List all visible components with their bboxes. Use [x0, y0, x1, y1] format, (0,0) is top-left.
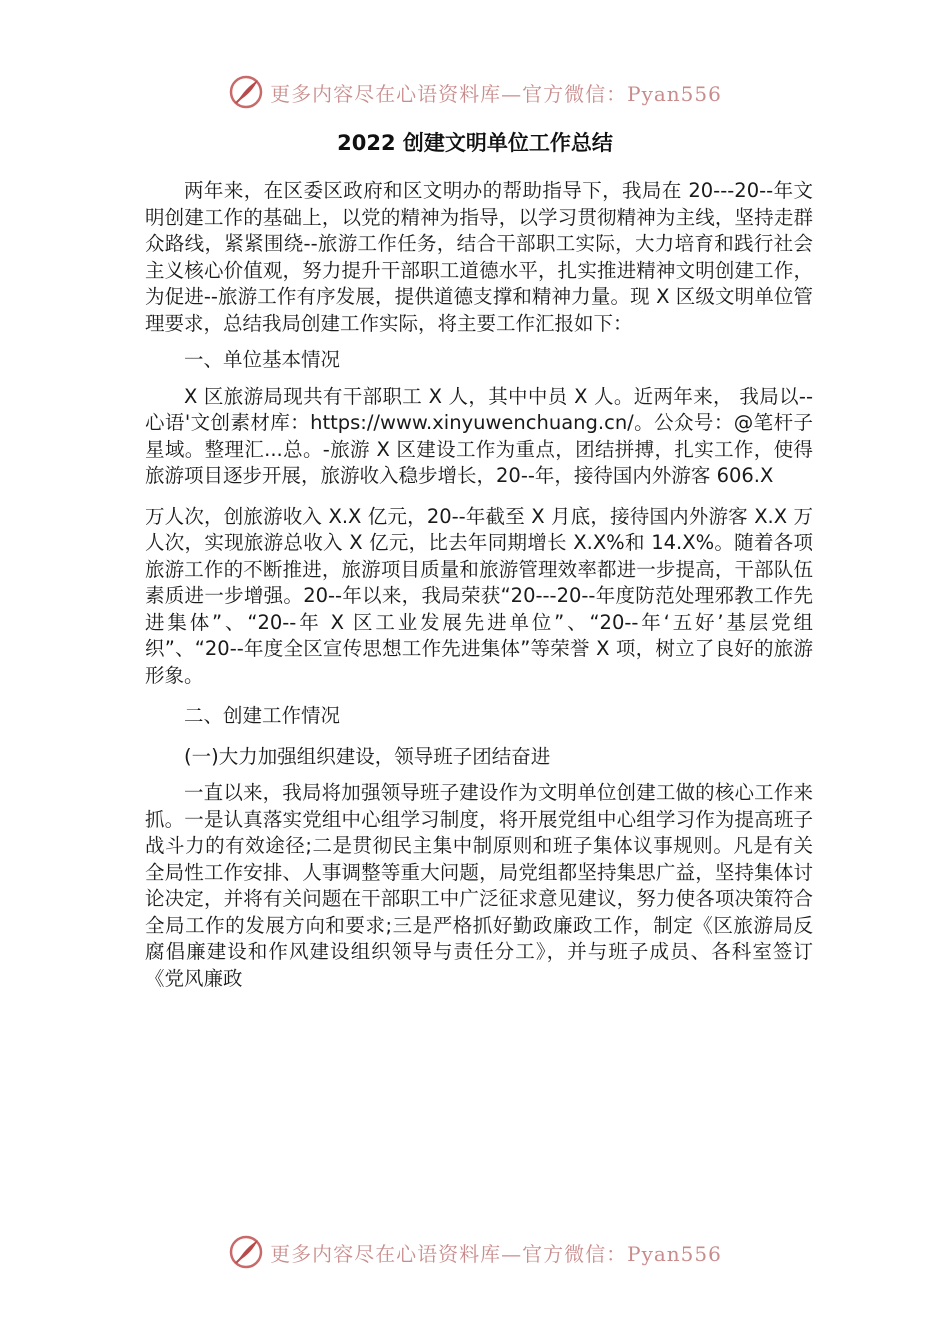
section-heading-2: 二、创建工作情况 — [184, 704, 341, 727]
feather-pen-circle-icon — [228, 1234, 264, 1270]
watermark-text: 更多内容尽在心语资料库—官方微信：Pyan556 — [270, 1241, 722, 1266]
watermark-text: 更多内容尽在心语资料库—官方微信：Pyan556 — [270, 81, 722, 106]
header-watermark-banner — [0, 72, 950, 112]
paragraph-basic-info: X 区旅游局现共有干部职工 X 人，其中中员 X 人。近两年来， 我局以--心语'文创素材库：https://www.xinyuwenchuang.cn/。公众号：@笔杆子星域。整理汇...总。-旅游 X 区建设工作为重点，团结拼搏，扎实工作，使得旅游项目逐步开展，旅游收入稳步增长，20--年，接待国内外游客 606.X — [145, 384, 813, 487]
document-body — [145, 178, 813, 992]
paragraph-intro: 两年来，在区委区政府和区文明办的帮助指导下，我局在 20---20--年文明创建工作的基础上，以党的精神为指导，以学习贯彻精神为主线，坚持走群众路线，紧紧围绕--旅游工作任务，结合干部职工实际，大力培育和践行社会主义核心价值观，努力提升干部职工道德水平，扎实推进精神文明创建工作，为促进--旅游工作有序发展，提供道德支撑和精神力量。现 X 区级文明单位管理要求，总结我局创建工作实际，将主要工作汇报如下： — [145, 179, 813, 335]
subsection-heading-1: (一)大力加强组织建设，领导班子团结奋进 — [184, 744, 551, 768]
footer-watermark-banner — [0, 1232, 950, 1272]
feather-pen-circle-icon — [228, 74, 264, 110]
paragraph-organization: 一直以来，我局将加强领导班子建设作为文明单位创建工做的核心工作来抓。一是认真落实党组中心组学习制度，将开展党组中心组学习作为提高班子战斗力的有效途径;二是贯彻民主集中制原则和班子集体议事规则。凡是有关全局性工作安排、人事调整等重大问题，局党组都坚持集思广益，坚持集体讨论决定，并将有关问题在干部职工中广泛征求意见建议，努力使各项决策符合全局工作的发展方向和要求;三是严格抓好勤政廉政工作，制定《区旅游局反腐倡廉建设和作风建设组织领导与责任分工》，并与班子成员、各科室签订《党风廉政 — [145, 781, 813, 990]
document-title: 2022 创建文明单位工作总结 — [337, 131, 613, 155]
paragraph-basic-info-continued: 万人次，创旅游收入 X.X 亿元，20--年截至 X 月底，接待国内外游客 X.X 万人次，实现旅游总收入 X 亿元，比去年同期增长 X.X%和 14.X%。随着各项旅游工作的不断推进，旅游项目质量和旅游管理效率都进一步提高，干部队伍素质进一步增强。20--年以来，我局荣获“20---20--年度防范处理邪教工作先进集体”、“20--年 X 区工业发展先进单位”、“20--年‘五好’基层党组织”、“20--年度全区宣传思想工作先进集体”等荣誉 X 项，树立了良好的旅游形象。 — [145, 504, 813, 687]
section-heading-1: 一、单位基本情况 — [184, 348, 341, 371]
